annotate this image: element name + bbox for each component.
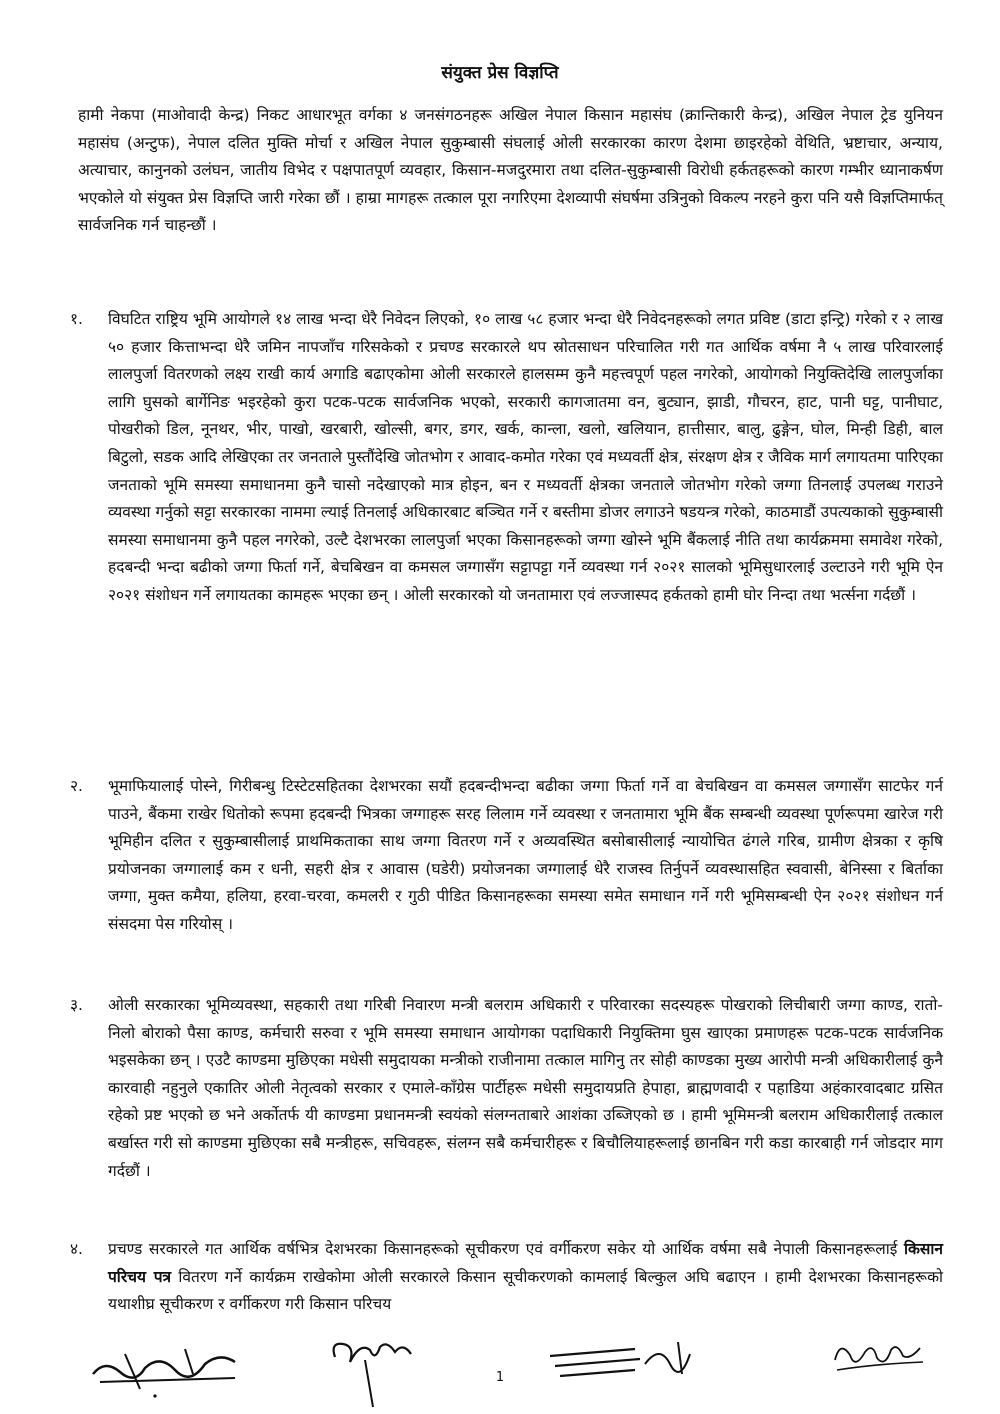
signature-3 (540, 1334, 705, 1394)
item-text-part: वितरण गर्ने कार्यक्रम राखेकोमा ओली सरकारले किसान सूचीकरणको कामलाई बिल्कुल अघि बढाएन । हामी देशभरका किसानहरूको यथाशीघ्र सूचीकरण र वर्गीकरण गरी किसान परिचय (108, 1267, 943, 1314)
item-number: ३. (70, 996, 83, 1014)
item-number: १. (70, 310, 83, 328)
item-text-part: प्रचण्ड सरकारले गत आर्थिक वर्षभित्र देशभरका किसानहरूको सूचीकरण एवं वर्गीकरण सकेर यो आर्थिक वर्षमा सबै नेपाली किसानहरूलाई (108, 1240, 904, 1258)
item-text: भूमाफियालाई पोस्ने, गिरीबन्धु टिस्टेटसहितका देशभरका सयौं हदबन्दीभन्दा बढीका जग्गा फिर्ता गर्ने वा बेचबिखन वा कमसल जग्गासँग साटफेर गर्न पाउने, बैंकमा राखेर धितोको रूपमा हदबन्दी भित्रका जग्गाहरू सरह लिलाम गर्ने व्यवस्था र जनतामारा भूमि बैंक सम्बन्धी व्यवस्था पूर्णरूपमा खारेज गरी भूमिहीन दलित र सुकुम्बासीलाई प्राथमिकताका साथ जग्गा वितरण गर्ने र अव्यवस्थित बसोबासीलाई न्यायोचित ढंगले गरिब, ग्रामीण क्षेत्रका र कृषि प्रयोजनका जग्गालाई कम र धनी, सहरी क्षेत्र र आवास (घडेरी) प्रयोजनका जग्गालाई धेरै राजस्व तिर्नुपर्ने व्यवस्थासहित स्ववासी, बेनिस्सा र बिर्ताका जग्गा, मुक्त कमैया, हलिया, हरवा-चरवा, कमलरी र गुठी पीडित किसानहरूका समस्या समेत समाधान गर्ने गरी भूमिसम्बन्धी ऐन २०२१ संशोधन गर्न संसदमा पेस गरियोस् । (108, 777, 943, 933)
list-item (70, 773, 943, 939)
document-title: संयुक्त प्रेस विज्ञप्ति (441, 63, 559, 83)
page-number: 1 (495, 1370, 505, 1385)
intro-paragraph: हामी नेकपा (माओवादी केन्द्र) निकट आधारभूत वर्गका ४ जनसंगठनहरू अखिल नेपाल किसान महासंघ (क्रान्तिकारी केन्द्र), अखिल नेपाल ट्रेड युनियन महासंघ (अन्टुफ), नेपाल दलित मुक्ति मोर्चा र अखिल नेपाल सुकुम्बासी संघलाई ओली सरकारका कारण देशमा छाइरहेको वेथिति, भ्रष्टाचार, अन्याय, अत्याचार, कानुनको उलंघन, जातीय विभेद र पक्षपातपूर्ण व्यवहार, किसान-मजदुरमारा तथा दलित-सुकुम्बासी विरोधी हर्कतहरूको कारण गम्भीर ध्यानाकर्षण भएकोले यो संयुक्त प्रेस विज्ञप्ति जारी गरेका छौं । हाम्रा मागहरू तत्काल पूरा नगरिएमा देशव्यापी संघर्षमा उत्रिनुको विकल्प नरहने कुरा पनि यसै विज्ञप्तिमार्फत् सार्वजनिक गर्न चाहन्छौं । (78, 106, 943, 234)
item-text (108, 1236, 943, 1319)
item-text: विघटित राष्ट्रिय भूमि आयोगले १४ लाख भन्दा धेरै निवेदन लिएको, १० लाख ५८ हजार भन्दा धेरै निवेदनहरूको लगत प्रविष्ट (डाटा इन्ट्रि) गरेको र २ लाख ५० हजार कित्ताभन्दा धेरै जमिन नापजाँच गरिसकेको र प्रचण्ड सरकारले थप स्रोतसाधन परिचालित गरी गत आर्थिक वर्षमा नै ५ लाख परिवारलाई लालपुर्जा वितरणको लक्ष्य राखी कार्य अगाडि बढाएकोमा ओली सरकारले हालसम्म कुनै महत्त्वपूर्ण पहल नगरेको, आयोगको नियुक्तिदेखि लालपुर्जाका लागि घुसको बार्गेनिङ भइरहेको कुरा पटक-पटक सार्वजनिक भएको, सरकारी कागजातमा वन, बुट्यान, झाडी, गौचरन, हाट, पानी घट्ट, पानीघाट, पोखरीको डिल, नूनथर, भीर, पाखो, खरबारी, खोल्सी, बगर, डगर, खर्क, कान्ला, खलो, खलियान, हात्तीसार, बालु, ढुङ्गेन, घोल, मिन्ही डिही, बाल बिटुलो, सडक आदि लेखिएका तर जनताले पुस्तौंदेखि जोतभोग र आवाद-कमोत गरेका एवं मध्यवर्ती क्षेत्र, संरक्षण क्षेत्र र जैविक मार्ग लगायतमा पारिएका जनताको भूमि समस्या समाधानमा कुनै चासो नदेखाएको मात्र होइन, बन र मध्यवर्ती क्षेत्रका जनताले जोतभोग गरेको जग्गा तिनलाई उपलब्ध गराउने व्यवस्था गर्नुको सट्टा सरकारका नाममा ल्याई तिनलाई अधिकारबाट बञ्चित गर्ने र बस्तीमा डोजर लगाउने षडयन्त्र गरेको, काठमाडौं उपत्यकाको सुकुम्बासी समस्या समाधानमा कुनै पहल नगरेको, उल्टै देशभरका लालपुर्जा भएका किसानहरूको जग्गा खोस्ने भूमि बैंकलाई नीति तथा कार्यक्रममा समावेश गरेको, हदबन्दी भन्दा बढीको जग्गा फिर्ता गर्ने, बेचबिखन वा कमसल जग्गासँग सट्टापट्टा गर्ने व्यवस्था गर्न २०२१ सालको भूमिसुधारलाई उल्टाउने गरी भूमि ऐन २०२१ संशोधन गर्ने लगायतका कामहरू भएका छन् । ओली सरकारको यो जनतामारा एवं लज्जास्पद हर्कतको हामी घोर निन्दा तथा भर्त्सना गर्दछौं । (108, 310, 943, 604)
signature-1 (85, 1334, 250, 1404)
item-number: २. (70, 777, 83, 795)
list-item (70, 1236, 943, 1319)
bold-term: किसान परिचय पत्र (108, 1240, 943, 1286)
list-item (70, 306, 943, 610)
item-text: ओली सरकारका भूमिव्यवस्था, सहकारी तथा गरिबी निवारण मन्त्री बलराम अधिकारी र परिवारका सदस्यहरू पोखराको लिचीबारी जग्गा काण्ड, रातो-निलो बोराको पैसा काण्ड, कर्मचारी सरुवा र भूमि समस्या समाधान आयोगका पदाधिकारी नियुक्तिमा घुस खाएका प्रमाणहरू पटक-पटक सार्वजनिक भइसकेका छन् । एउटै काण्डमा मुछिएका मधेसी समुदायका मन्त्रीको राजीनामा तत्काल मागिनु तर सोही काण्डका मुख्य आरोपी मन्त्री अधिकारीलाई कुनै कारवाही नहुनुले एकातिर ओली नेतृत्वको सरकार र एमाले-काँग्रेस पार्टीहरू मधेसी समुदायप्रति हेपाहा, ब्राह्मणवादी र पहाडिया अहंकारवादबाट ग्रसित रहेको प्रष्ट भएको छ भने अर्कोतर्फ यी काण्डमा प्रधानमन्त्री स्वयंको संलग्नताबारे आशंका उब्जिएको छ । हामी भूमिमन्त्री बलराम अधिकारीलाई तत्काल बर्खास्त गरी सो काण्डमा मुछिएका सबै मन्त्रीहरू, सचिवहरू, संलग्न सबै कर्मचारीहरू र बिचौलियाहरूलाई छानबिन गरी कडा कारबाही गर्न जोडदार माग गर्दछौं । (108, 996, 943, 1180)
item-number: ४. (70, 1240, 83, 1258)
list-item (70, 992, 943, 1185)
